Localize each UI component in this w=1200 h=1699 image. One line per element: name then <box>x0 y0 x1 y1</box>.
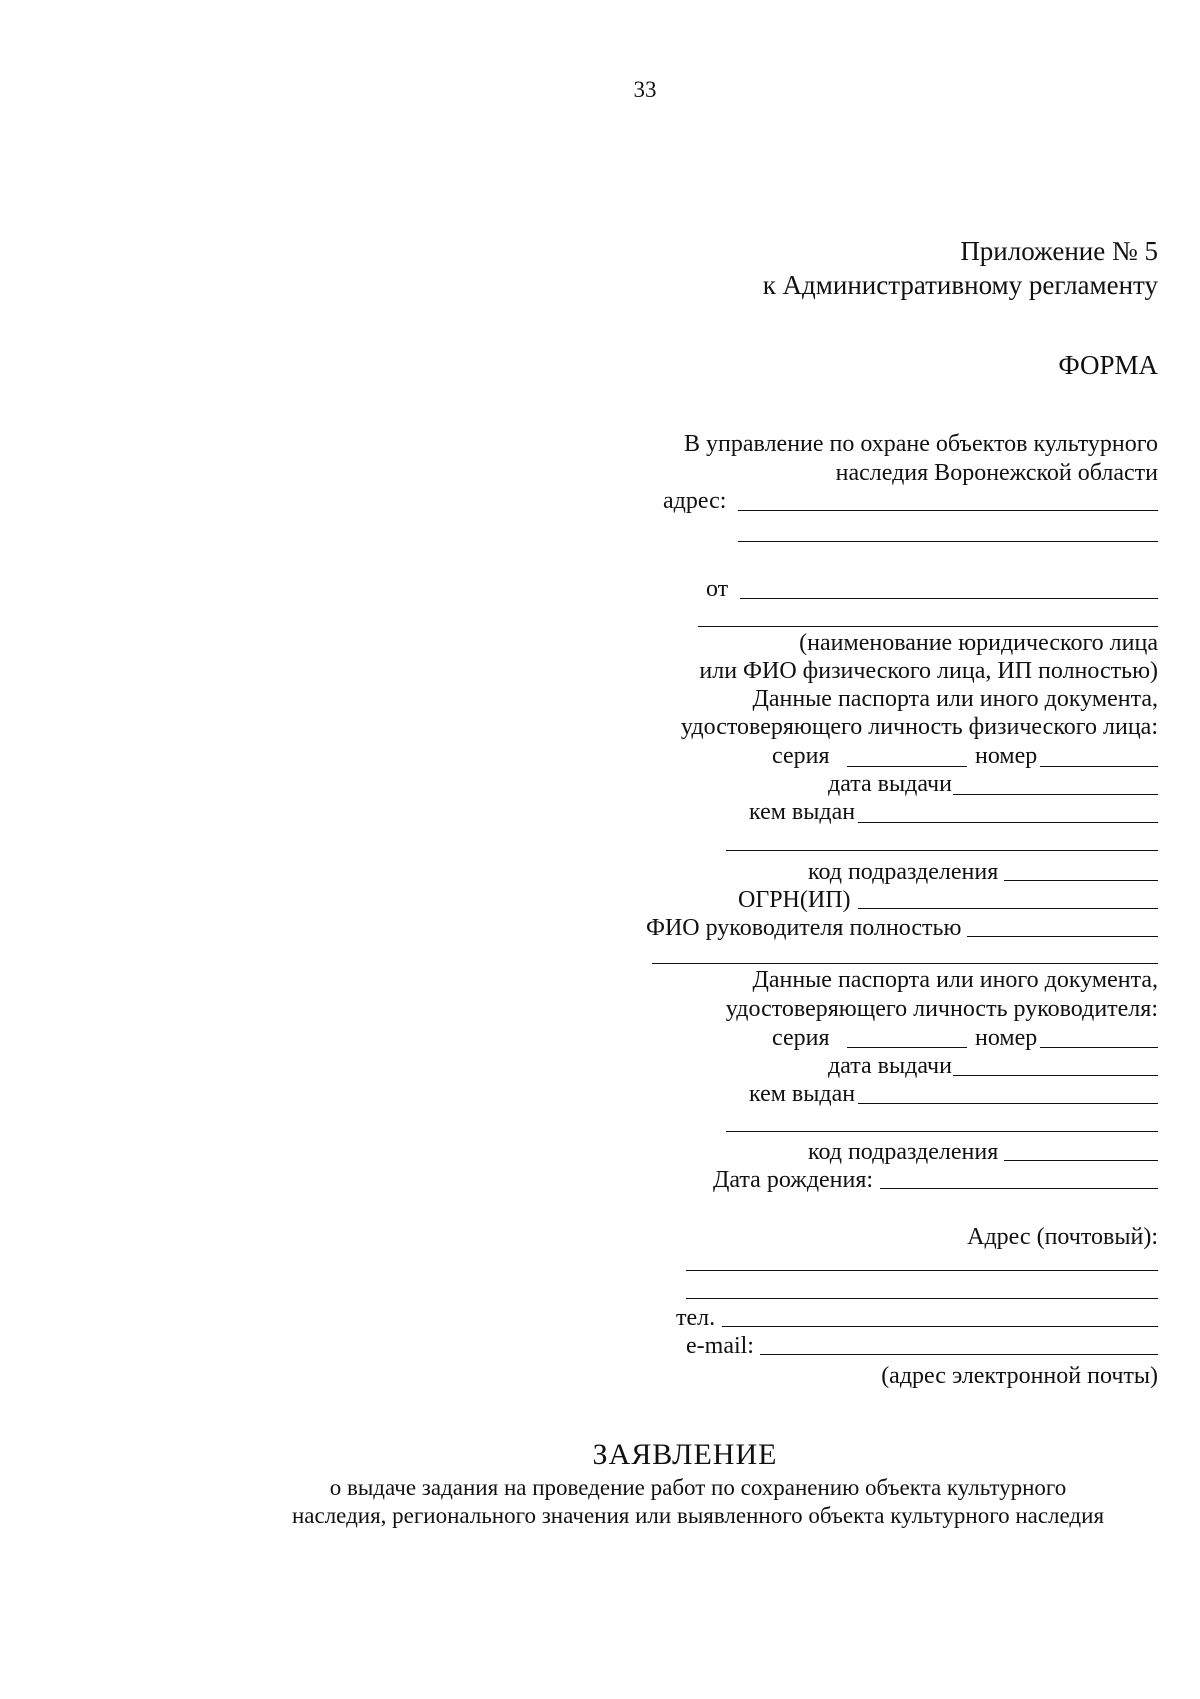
number-field[interactable] <box>1040 766 1158 767</box>
director-number-label: номер <box>975 1025 1038 1051</box>
division-code-label: код подразделения <box>808 859 999 885</box>
issued-by-label: кем выдан <box>749 799 856 825</box>
director-name-label: ФИО руководителя полностью <box>646 915 962 941</box>
number-label: номер <box>975 743 1038 769</box>
statement-subtitle-line-1: о выдаче задания на проведение работ по сохранению объекта культурного <box>329 1475 1067 1500</box>
division-code-field[interactable] <box>1004 880 1158 881</box>
passport-heading-line-1: Данные паспорта или иного документа, <box>752 686 1158 712</box>
email-hint: (адрес электронной почты) <box>881 1363 1158 1389</box>
email-field[interactable] <box>760 1354 1158 1355</box>
birth-date-field[interactable] <box>880 1188 1158 1189</box>
address-field-line-2[interactable] <box>738 541 1158 542</box>
annex-number: Приложение № 5 <box>960 236 1158 266</box>
issue-date-label: дата выдачи <box>828 771 952 797</box>
page-number: 33 <box>633 77 657 102</box>
issue-date-field[interactable] <box>953 794 1158 795</box>
name-hint-line-2: или ФИО физического лица, ИП полностью) <box>699 658 1158 684</box>
director-passport-heading-line-2: удостоверяющего личность руководителя: <box>725 996 1158 1022</box>
director-issued-by-field-line-2[interactable] <box>726 1131 1158 1132</box>
director-division-code-label: код подразделения <box>808 1139 999 1165</box>
phone-label: тел. <box>676 1305 716 1331</box>
issued-by-field-line-2[interactable] <box>726 850 1158 851</box>
addressee-line-2: наследия Воронежской области <box>835 460 1158 486</box>
postal-address-field-line-1[interactable] <box>686 1270 1158 1271</box>
director-number-field[interactable] <box>1040 1047 1158 1048</box>
passport-heading-line-2: удостоверяющего личность физического лица: <box>680 714 1158 740</box>
director-series-field[interactable] <box>847 1047 967 1048</box>
director-issue-date-label: дата выдачи <box>828 1053 952 1079</box>
form-label: ФОРМА <box>1058 350 1158 380</box>
series-field[interactable] <box>847 766 967 767</box>
ogrn-field[interactable] <box>858 908 1158 909</box>
statement-title: ЗАЯВЛЕНИЕ <box>592 1438 778 1471</box>
issued-by-field-line-1[interactable] <box>858 822 1158 823</box>
address-label: адрес: <box>663 488 727 514</box>
postal-address-field-line-2[interactable] <box>686 1298 1158 1299</box>
from-label: от <box>706 576 729 602</box>
name-hint-line-1: (наименование юридического лица <box>799 630 1158 656</box>
birth-date-label: Дата рождения: <box>713 1167 874 1193</box>
from-field-line-2[interactable] <box>698 626 1158 627</box>
director-issued-by-field-line-1[interactable] <box>858 1103 1158 1104</box>
phone-field[interactable] <box>722 1326 1158 1327</box>
director-series-label: серия <box>772 1025 830 1051</box>
director-name-field-line-1[interactable] <box>967 936 1158 937</box>
email-label: e-mail: <box>686 1333 754 1359</box>
from-field-line-1[interactable] <box>740 598 1158 599</box>
series-label: серия <box>772 743 830 769</box>
director-name-field-line-2[interactable] <box>652 963 1158 964</box>
director-issue-date-field[interactable] <box>953 1075 1158 1076</box>
director-issued-by-label: кем выдан <box>749 1081 856 1107</box>
address-field-line-1[interactable] <box>738 510 1158 511</box>
ogrn-label: ОГРН(ИП) <box>738 887 851 913</box>
addressee-line-1: В управление по охране объектов культурного <box>684 431 1158 457</box>
annex-reference: к Административному регламенту <box>762 270 1158 300</box>
director-division-code-field[interactable] <box>1004 1160 1158 1161</box>
statement-subtitle-line-2: наследия, регионального значения или выявленного объекта культурного наследия <box>291 1503 1105 1528</box>
postal-address-label: Адрес (почтовый): <box>967 1224 1158 1250</box>
director-passport-heading-line-1: Данные паспорта или иного документа, <box>752 967 1158 993</box>
